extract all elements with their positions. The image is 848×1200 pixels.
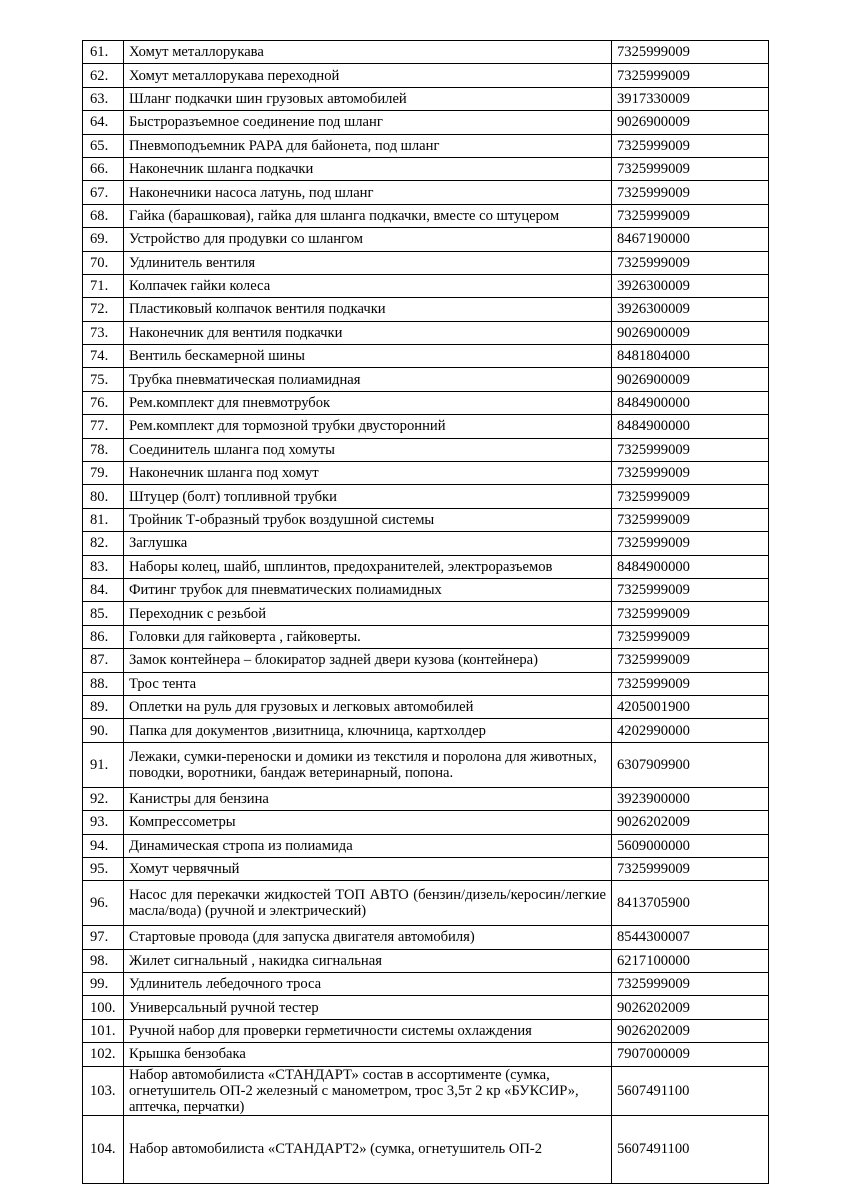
item-name: Переходник с резьбой bbox=[124, 602, 612, 625]
table-row bbox=[83, 649, 769, 672]
row-number: 86. bbox=[83, 625, 124, 648]
table-row bbox=[83, 345, 769, 368]
tnved-code: 7325999009 bbox=[612, 41, 769, 64]
table-row bbox=[83, 204, 769, 227]
row-number: 82. bbox=[83, 532, 124, 555]
table-row bbox=[83, 695, 769, 718]
table-row bbox=[83, 742, 769, 787]
tnved-code: 7325999009 bbox=[612, 508, 769, 531]
row-number: 102. bbox=[83, 1043, 124, 1066]
item-name: Оплетки на руль для грузовых и легковых автомобилей bbox=[124, 695, 612, 718]
tnved-code: 8484900000 bbox=[612, 555, 769, 578]
product-table-body bbox=[83, 41, 769, 1184]
table-row bbox=[83, 926, 769, 949]
table-row bbox=[83, 321, 769, 344]
item-name: Пластиковый колпачок вентиля подкачки bbox=[124, 298, 612, 321]
row-number: 104. bbox=[83, 1115, 124, 1183]
tnved-code: 7325999009 bbox=[612, 251, 769, 274]
table-row bbox=[83, 64, 769, 87]
tnved-code: 7325999009 bbox=[612, 672, 769, 695]
row-number: 94. bbox=[83, 834, 124, 857]
table-row bbox=[83, 274, 769, 297]
row-number: 78. bbox=[83, 438, 124, 461]
item-name: Насос для перекачки жидкостей ТОП АВТО (бензин/дизель/керосин/легкие масла/вода) (ручной и электрический) bbox=[124, 881, 612, 926]
table-row bbox=[83, 672, 769, 695]
tnved-code: 7325999009 bbox=[612, 157, 769, 180]
item-name: Рем.комплект для пневмотрубок bbox=[124, 391, 612, 414]
row-number: 75. bbox=[83, 368, 124, 391]
row-number: 101. bbox=[83, 1019, 124, 1042]
row-number: 89. bbox=[83, 695, 124, 718]
table-row bbox=[83, 1043, 769, 1066]
tnved-code: 9026900009 bbox=[612, 111, 769, 134]
row-number: 68. bbox=[83, 204, 124, 227]
table-row bbox=[83, 857, 769, 880]
item-name: Головки для гайковерта , гайковерты. bbox=[124, 625, 612, 648]
row-number: 85. bbox=[83, 602, 124, 625]
table-row bbox=[83, 1019, 769, 1042]
tnved-code: 6217100000 bbox=[612, 949, 769, 972]
table-row bbox=[83, 415, 769, 438]
table-row bbox=[83, 719, 769, 742]
tnved-code: 7325999009 bbox=[612, 602, 769, 625]
row-number: 88. bbox=[83, 672, 124, 695]
table-row bbox=[83, 157, 769, 180]
item-name: Рем.комплект для тормозной трубки двусторонний bbox=[124, 415, 612, 438]
row-number: 81. bbox=[83, 508, 124, 531]
row-number: 92. bbox=[83, 787, 124, 810]
item-name: Быстроразъемное соединение под шланг bbox=[124, 111, 612, 134]
item-name: Хомут металлорукава bbox=[124, 41, 612, 64]
table-row bbox=[83, 111, 769, 134]
item-name: Жилет сигнальный , накидка сигнальная bbox=[124, 949, 612, 972]
tnved-code: 8481804000 bbox=[612, 345, 769, 368]
row-number: 73. bbox=[83, 321, 124, 344]
item-name: Тройник Т-образный трубок воздушной системы bbox=[124, 508, 612, 531]
tnved-code: 4205001900 bbox=[612, 695, 769, 718]
row-number: 71. bbox=[83, 274, 124, 297]
tnved-code: 7325999009 bbox=[612, 134, 769, 157]
item-name: Папка для документов ,визитница, ключница, картхолдер bbox=[124, 719, 612, 742]
row-number: 97. bbox=[83, 926, 124, 949]
table-row bbox=[83, 228, 769, 251]
item-name: Канистры для бензина bbox=[124, 787, 612, 810]
table-row bbox=[83, 949, 769, 972]
tnved-code: 7325999009 bbox=[612, 532, 769, 555]
row-number: 66. bbox=[83, 157, 124, 180]
document-page bbox=[82, 40, 768, 1184]
row-number: 72. bbox=[83, 298, 124, 321]
row-number: 96. bbox=[83, 881, 124, 926]
item-name: Наконечник шланга под хомут bbox=[124, 462, 612, 485]
tnved-code: 8484900000 bbox=[612, 415, 769, 438]
row-number: 84. bbox=[83, 578, 124, 601]
tnved-code: 8467190000 bbox=[612, 228, 769, 251]
row-number: 69. bbox=[83, 228, 124, 251]
row-number: 95. bbox=[83, 857, 124, 880]
table-row bbox=[83, 298, 769, 321]
row-number: 83. bbox=[83, 555, 124, 578]
item-name: Динамическая стропа из полиамида bbox=[124, 834, 612, 857]
item-name: Наборы колец, шайб, шплинтов, предохранителей, электроразъемов bbox=[124, 555, 612, 578]
row-number: 103. bbox=[83, 1066, 124, 1115]
tnved-code: 7325999009 bbox=[612, 181, 769, 204]
item-name: Соединитель шланга под хомуты bbox=[124, 438, 612, 461]
table-row bbox=[83, 368, 769, 391]
table-row bbox=[83, 87, 769, 110]
item-name: Набор автомобилиста «СТАНДАРТ2» (сумка, огнетушитель ОП-2 bbox=[124, 1115, 612, 1183]
item-name: Колпачек гайки колеса bbox=[124, 274, 612, 297]
item-name: Вентиль бескамерной шины bbox=[124, 345, 612, 368]
tnved-code: 9026202009 bbox=[612, 996, 769, 1019]
table-row bbox=[83, 251, 769, 274]
table-row bbox=[83, 973, 769, 996]
tnved-code: 9026202009 bbox=[612, 811, 769, 834]
row-number: 61. bbox=[83, 41, 124, 64]
table-row bbox=[83, 462, 769, 485]
row-number: 87. bbox=[83, 649, 124, 672]
item-name: Устройство для продувки со шлангом bbox=[124, 228, 612, 251]
tnved-code: 8484900000 bbox=[612, 391, 769, 414]
item-name: Универсальный ручной тестер bbox=[124, 996, 612, 1019]
item-name: Компрессометры bbox=[124, 811, 612, 834]
item-name: Удлинитель вентиля bbox=[124, 251, 612, 274]
item-name: Набор автомобилиста «СТАНДАРТ» состав в ассортименте (сумка, огнетушитель ОП-2 железный с манометром, трос 3,5т 2 кр «БУКСИР», аптечка, перчатки) bbox=[124, 1066, 612, 1115]
row-number: 63. bbox=[83, 87, 124, 110]
item-name: Ручной набор для проверки герметичности системы охлаждения bbox=[124, 1019, 612, 1042]
row-number: 76. bbox=[83, 391, 124, 414]
tnved-code: 7325999009 bbox=[612, 462, 769, 485]
item-name: Шланг подкачки шин грузовых автомобилей bbox=[124, 87, 612, 110]
item-name: Лежаки, сумки-переноски и домики из текстиля и поролона для животных, поводки, воротники, бандаж ветеринарный, попона. bbox=[124, 742, 612, 787]
item-name: Хомут червячный bbox=[124, 857, 612, 880]
tnved-code: 5609000000 bbox=[612, 834, 769, 857]
item-name: Гайка (барашковая), гайка для шланга подкачки, вместе со штуцером bbox=[124, 204, 612, 227]
tnved-code: 7325999009 bbox=[612, 578, 769, 601]
tnved-code: 7325999009 bbox=[612, 485, 769, 508]
item-name: Наконечники насоса латунь, под шланг bbox=[124, 181, 612, 204]
tnved-code: 6307909900 bbox=[612, 742, 769, 787]
item-name: Штуцер (болт) топливной трубки bbox=[124, 485, 612, 508]
item-name: Крышка бензобака bbox=[124, 1043, 612, 1066]
tnved-code: 7325999009 bbox=[612, 438, 769, 461]
table-row bbox=[83, 881, 769, 926]
tnved-code: 7325999009 bbox=[612, 204, 769, 227]
product-table bbox=[82, 40, 769, 1184]
table-row bbox=[83, 181, 769, 204]
item-name: Наконечник шланга подкачки bbox=[124, 157, 612, 180]
row-number: 67. bbox=[83, 181, 124, 204]
tnved-code: 8413705900 bbox=[612, 881, 769, 926]
table-row bbox=[83, 1115, 769, 1183]
row-number: 79. bbox=[83, 462, 124, 485]
row-number: 98. bbox=[83, 949, 124, 972]
tnved-code: 9026900009 bbox=[612, 321, 769, 344]
item-name: Стартовые провода (для запуска двигателя автомобиля) bbox=[124, 926, 612, 949]
row-number: 80. bbox=[83, 485, 124, 508]
row-number: 77. bbox=[83, 415, 124, 438]
table-row bbox=[83, 996, 769, 1019]
row-number: 99. bbox=[83, 973, 124, 996]
table-row bbox=[83, 578, 769, 601]
row-number: 74. bbox=[83, 345, 124, 368]
item-name: Трубка пневматическая полиамидная bbox=[124, 368, 612, 391]
item-name: Удлинитель лебедочного троса bbox=[124, 973, 612, 996]
table-row bbox=[83, 602, 769, 625]
table-row bbox=[83, 485, 769, 508]
table-row bbox=[83, 1066, 769, 1115]
tnved-code: 7325999009 bbox=[612, 973, 769, 996]
tnved-code: 9026202009 bbox=[612, 1019, 769, 1042]
tnved-code: 7907000009 bbox=[612, 1043, 769, 1066]
item-name: Замок контейнера – блокиратор задней двери кузова (контейнера) bbox=[124, 649, 612, 672]
table-row bbox=[83, 532, 769, 555]
tnved-code: 3917330009 bbox=[612, 87, 769, 110]
table-row bbox=[83, 438, 769, 461]
item-name: Фитинг трубок для пневматических полиамидных bbox=[124, 578, 612, 601]
table-row bbox=[83, 787, 769, 810]
table-row bbox=[83, 834, 769, 857]
table-row bbox=[83, 134, 769, 157]
item-name: Хомут металлорукава переходной bbox=[124, 64, 612, 87]
tnved-code: 4202990000 bbox=[612, 719, 769, 742]
row-number: 90. bbox=[83, 719, 124, 742]
tnved-code: 7325999009 bbox=[612, 857, 769, 880]
tnved-code: 3923900000 bbox=[612, 787, 769, 810]
item-name: Трос тента bbox=[124, 672, 612, 695]
row-number: 62. bbox=[83, 64, 124, 87]
table-row bbox=[83, 555, 769, 578]
tnved-code: 3926300009 bbox=[612, 274, 769, 297]
row-number: 100. bbox=[83, 996, 124, 1019]
item-name: Заглушка bbox=[124, 532, 612, 555]
item-name: Наконечник для вентиля подкачки bbox=[124, 321, 612, 344]
tnved-code: 8544300007 bbox=[612, 926, 769, 949]
table-row bbox=[83, 811, 769, 834]
table-row bbox=[83, 41, 769, 64]
table-row bbox=[83, 391, 769, 414]
item-name: Пневмоподъемник PAPA для байонета, под шланг bbox=[124, 134, 612, 157]
row-number: 70. bbox=[83, 251, 124, 274]
tnved-code: 7325999009 bbox=[612, 625, 769, 648]
row-number: 64. bbox=[83, 111, 124, 134]
table-row bbox=[83, 508, 769, 531]
row-number: 91. bbox=[83, 742, 124, 787]
tnved-code: 7325999009 bbox=[612, 64, 769, 87]
tnved-code: 5607491100 bbox=[612, 1115, 769, 1183]
table-row bbox=[83, 625, 769, 648]
tnved-code: 5607491100 bbox=[612, 1066, 769, 1115]
row-number: 65. bbox=[83, 134, 124, 157]
tnved-code: 9026900009 bbox=[612, 368, 769, 391]
row-number: 93. bbox=[83, 811, 124, 834]
tnved-code: 3926300009 bbox=[612, 298, 769, 321]
tnved-code: 7325999009 bbox=[612, 649, 769, 672]
